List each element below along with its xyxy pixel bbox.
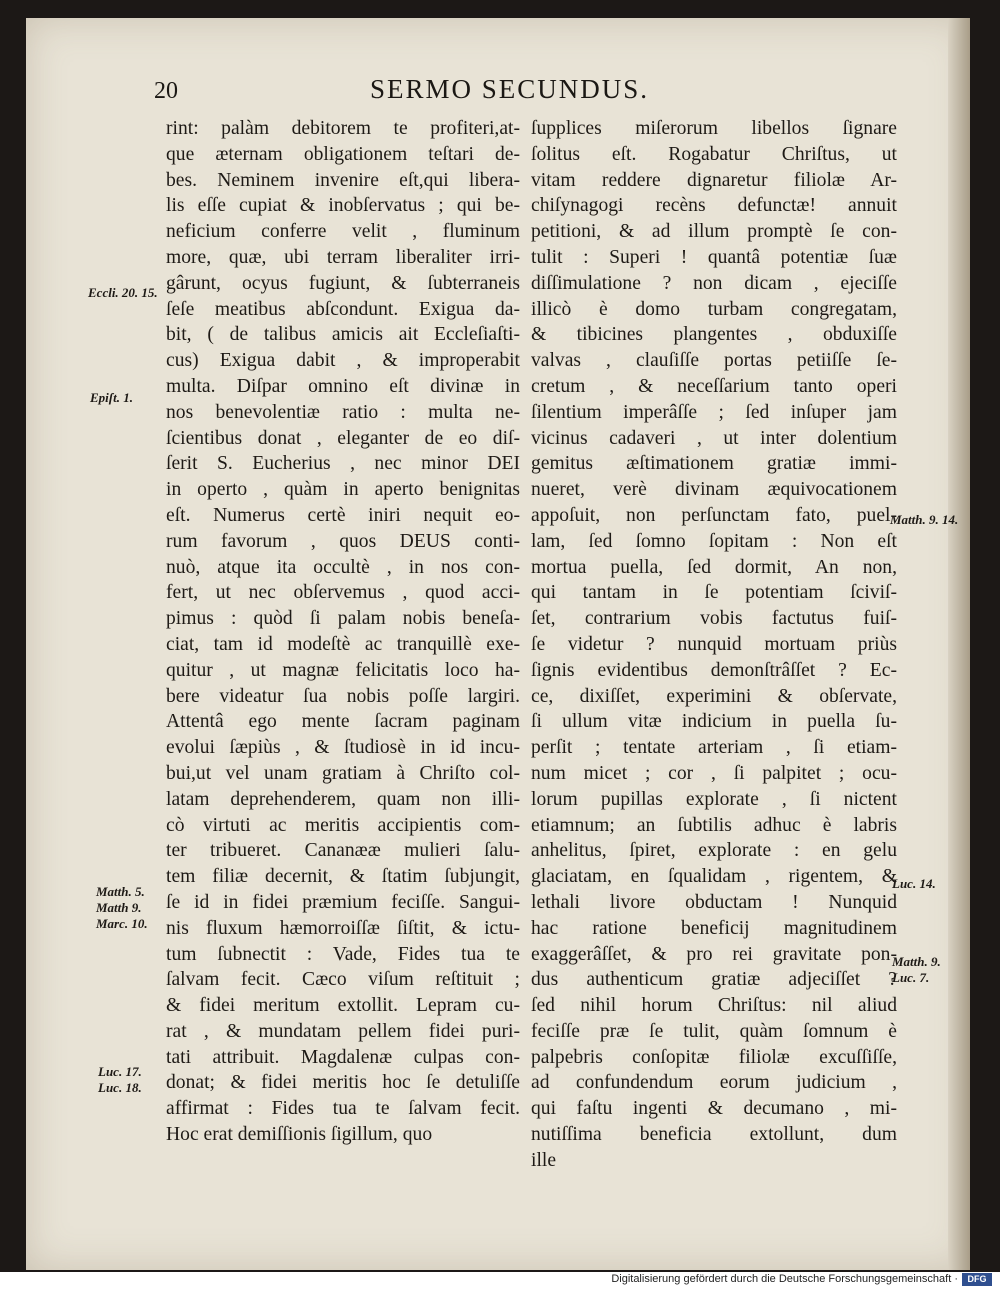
margin-note: Matth. 5. Matth 9. Marc. 10. (96, 884, 148, 931)
right-column-line: ille (531, 1149, 557, 1171)
right-column-line: hac ratione beneficij magnitudinem (531, 917, 897, 939)
left-column-line: lis eſſe cupiat & inobſervatus ; qui be- (166, 195, 520, 217)
left-column-line: bere videatur ſua nobis poſſe largiri. (166, 685, 520, 707)
right-column-line: feciſſe præ ſe tulit, quàm ſomnum è (531, 1020, 897, 1042)
left-column-line: rat , & mundatam pellem fidei puri- (166, 1020, 520, 1042)
right-column-line: & tibicines plangentes , obduxiſſe (531, 324, 897, 346)
right-column-line: appoſuit, non perſunctam fato, puel- (531, 504, 897, 526)
right-column-line: ce, dixiſſet, experimini & obſervate, (531, 685, 897, 707)
right-column-line: gemitus æſtimationem gratiæ immi- (531, 453, 897, 475)
left-column-line: ſcientibus donat , eleganter de eo diſ- (166, 427, 520, 449)
left-column-line: neficium conferre velit , fluminum (166, 221, 520, 243)
left-column-line: ſalvam fecit. Cæco viſum reſtituit ; (166, 969, 520, 991)
left-column-line: gârunt, ocyus fugiunt, & ſubterraneis (166, 272, 520, 294)
left-column-line: rum favorum , quos DEUS conti- (166, 530, 520, 552)
right-column-line: chiſynagogi recèns defunctæ! annuit (531, 195, 897, 217)
page-edge (948, 18, 970, 1270)
left-column-line: in operto , quàm in aperto benignitas (166, 479, 520, 501)
right-column-line: ſe videtur ? nunquid mortuam priùs (531, 633, 897, 655)
left-column-line: bes. Neminem invenire eſt,qui libera- (166, 169, 520, 191)
left-column-line: tati attribuit. Magdalenæ culpas con- (166, 1046, 520, 1068)
right-column-line: illicò è domo turbam congregatam, (531, 298, 897, 320)
dfg-logo: DFG (962, 1273, 992, 1286)
left-column-line: tum ſubnectit : Vade, Fides tua te (166, 943, 520, 965)
margin-note: Epiſt. 1. (90, 390, 133, 405)
margin-note: Matth. 9. 14. (890, 512, 959, 527)
left-column-line: bui,ut vel unam gratiam à Chriſto col- (166, 762, 520, 784)
right-column-line: vicinus cadaveri , ut inter dolentium (531, 427, 897, 449)
right-column-line: dus authenticum gratiæ adjeciſſet ? (531, 969, 897, 991)
left-column-line: more, quæ, ubi terram liberaliter irri- (166, 246, 520, 268)
right-column-line: ſi ullum vitæ indicium in puella ſu- (531, 711, 897, 733)
right-column-line: ad confundendum eorum judicium , (531, 1072, 897, 1094)
left-column-line: cus) Exigua dabit , & improperabit (166, 350, 520, 372)
right-column-line: mortua puella, ſed dormit, An non, (531, 556, 897, 578)
left-column-line: Hoc erat demiſſionis ſigillum, quo (166, 1124, 433, 1146)
left-column-line: latam deprehenderem, quam non illi- (166, 788, 520, 810)
left-column-line: affirmat : Fides tua te ſalvam fecit. (166, 1098, 520, 1120)
left-column-line: eſt. Numerus certè iniri nequit eo- (166, 504, 520, 526)
margin-note: Luc. 14. (892, 876, 936, 891)
right-column-line: qui faſtu ingenti & decumano , mi- (531, 1098, 897, 1120)
left-column-line: tem filiæ decernit, & ſtatim ſubjungit, (166, 866, 520, 888)
right-column-line: nueret, verè divinam æquivocationem (531, 479, 897, 501)
page-header (26, 74, 970, 110)
right-column-line: ſolitus eſt. Rogabatur Chriſtus, ut (531, 143, 897, 165)
right-column-line: ſignis evidentibus demonſtrâſſet ? Ec- (531, 659, 897, 681)
right-column-line: vitam reddere dignaretur filiolæ Ar- (531, 169, 897, 191)
left-column-line: & fidei meritum extollit. Lepram cu- (166, 995, 520, 1017)
right-column-line: tulit : Superi ! quantâ potentiæ ſuæ (531, 246, 897, 268)
right-column-line: ſilentium imperâſſe ; ſed inſuper jam (531, 401, 897, 423)
right-column-line: etiamnum; an ſubtilis adhuc è labris (531, 814, 897, 836)
right-column-line: num micet ; cor , ſi palpitet ; ocu- (531, 762, 897, 784)
left-column-line: que æternam obligationem teſtari de- (166, 143, 520, 165)
right-column-line: glaciatam, en ſqualidam , rigentem, & (531, 866, 897, 888)
right-column-line: ſupplices miſerorum libellos ſignare (531, 118, 897, 139)
right-column-line: petitioni, & ad illum promptè ſe con- (531, 221, 897, 243)
left-column-line: quitur , ut magnæ felicitatis loco ha- (166, 659, 520, 681)
right-column-line: exaggerâſſet, & pro rei gravitate pon- (531, 943, 897, 965)
left-text-column (166, 116, 520, 1148)
left-column-line: nis fluxum hæmorroiſſæ ſiſtit, & ictu- (166, 917, 520, 939)
left-column-line: rint: palàm debitorem te profiteri,at- (166, 118, 520, 139)
left-column-line: Attentâ ego mente ſacram paginam (166, 711, 520, 733)
right-column-line: valvas , clauſiſſe portas petiiſſe ſe- (531, 350, 897, 372)
right-column-line: ſed nihil horum Chriſtus: nil aliud (531, 995, 897, 1017)
margin-note: Eccli. 20. 15. (88, 285, 158, 300)
running-title: SERMO SECUNDUS. (370, 74, 650, 104)
right-text-column (531, 116, 897, 1174)
left-column-line: multa. Diſpar omnino eſt divinæ in (166, 375, 520, 397)
left-column-line: donat; & fidei meritis hoc ſe detuliſſe (166, 1072, 520, 1094)
left-column-line: pimus : quòd ſi palam nobis beneſa- (166, 608, 520, 630)
right-column-line: qui tantam in ſe potentiam ſciviſ- (531, 582, 897, 604)
left-column-line: fert, ut nec obſervemus , quod acci- (166, 582, 520, 604)
left-column-line: ſerit S. Eucherius , nec minor DEI (166, 453, 520, 475)
left-column-line: ciat, tam id modeſtè ac tranquillè exe- (166, 633, 520, 655)
right-column-line: perſit ; tentate arteriam , ſi etiam- (531, 737, 897, 759)
page-number: 20 (154, 78, 178, 104)
right-column-line: nutiſſima beneficia extollunt, dum (531, 1124, 897, 1146)
right-column-line: ſet, contrarium vobis factutus fuiſ- (531, 608, 897, 630)
left-column-line: ter tribueret. Cananææ mulieri ſalu- (166, 840, 520, 862)
left-column-line: ſeſe meatibus abſcondunt. Exigua da- (166, 298, 520, 320)
right-column-line: lethali livore obductam ! Nunquid (531, 891, 897, 913)
margin-note: Luc. 17. Luc. 18. (98, 1064, 142, 1095)
right-column-line: lam, ſed ſomno ſopitam : Non eſt (531, 530, 897, 552)
left-column-line: nuò, atque ita occultè , in nos con- (166, 556, 520, 578)
right-column-line: palpebris conſopitæ filiolæ excuſſiſſe, (531, 1046, 897, 1068)
left-column-line: cò virtuti ac meritis accipientis com- (166, 814, 520, 836)
right-column-line: diſſimulatione ? non dicam , ejeciſſe (531, 272, 897, 294)
book-page (26, 18, 970, 1270)
right-column-line: anhelitus, ſpiret, explorate : en gelu (531, 840, 897, 862)
left-column-line: evolui ſæpiùs , & ſtudiosè in id incu- (166, 737, 520, 759)
margin-note: Matth. 9. Luc. 7. (892, 954, 941, 985)
right-column-line: lorum pupillas explorate , ſi nictent (531, 788, 897, 810)
left-column-line: nos benevolentiæ ratio : multa ne- (166, 401, 520, 423)
left-column-line: bit, ( de talibus amicis ait Eccleſiaſti- (166, 324, 520, 346)
left-column-line: ſe id in fidei præmium feciſſe. Sangui- (166, 891, 520, 913)
right-column-line: cretum , & neceſſarium tanto operi (531, 375, 897, 397)
footer-bar (0, 1272, 1000, 1289)
funding-credit: Digitalisierung gefördert durch die Deutsche Forschungsgemeinschaft · (611, 1273, 958, 1285)
